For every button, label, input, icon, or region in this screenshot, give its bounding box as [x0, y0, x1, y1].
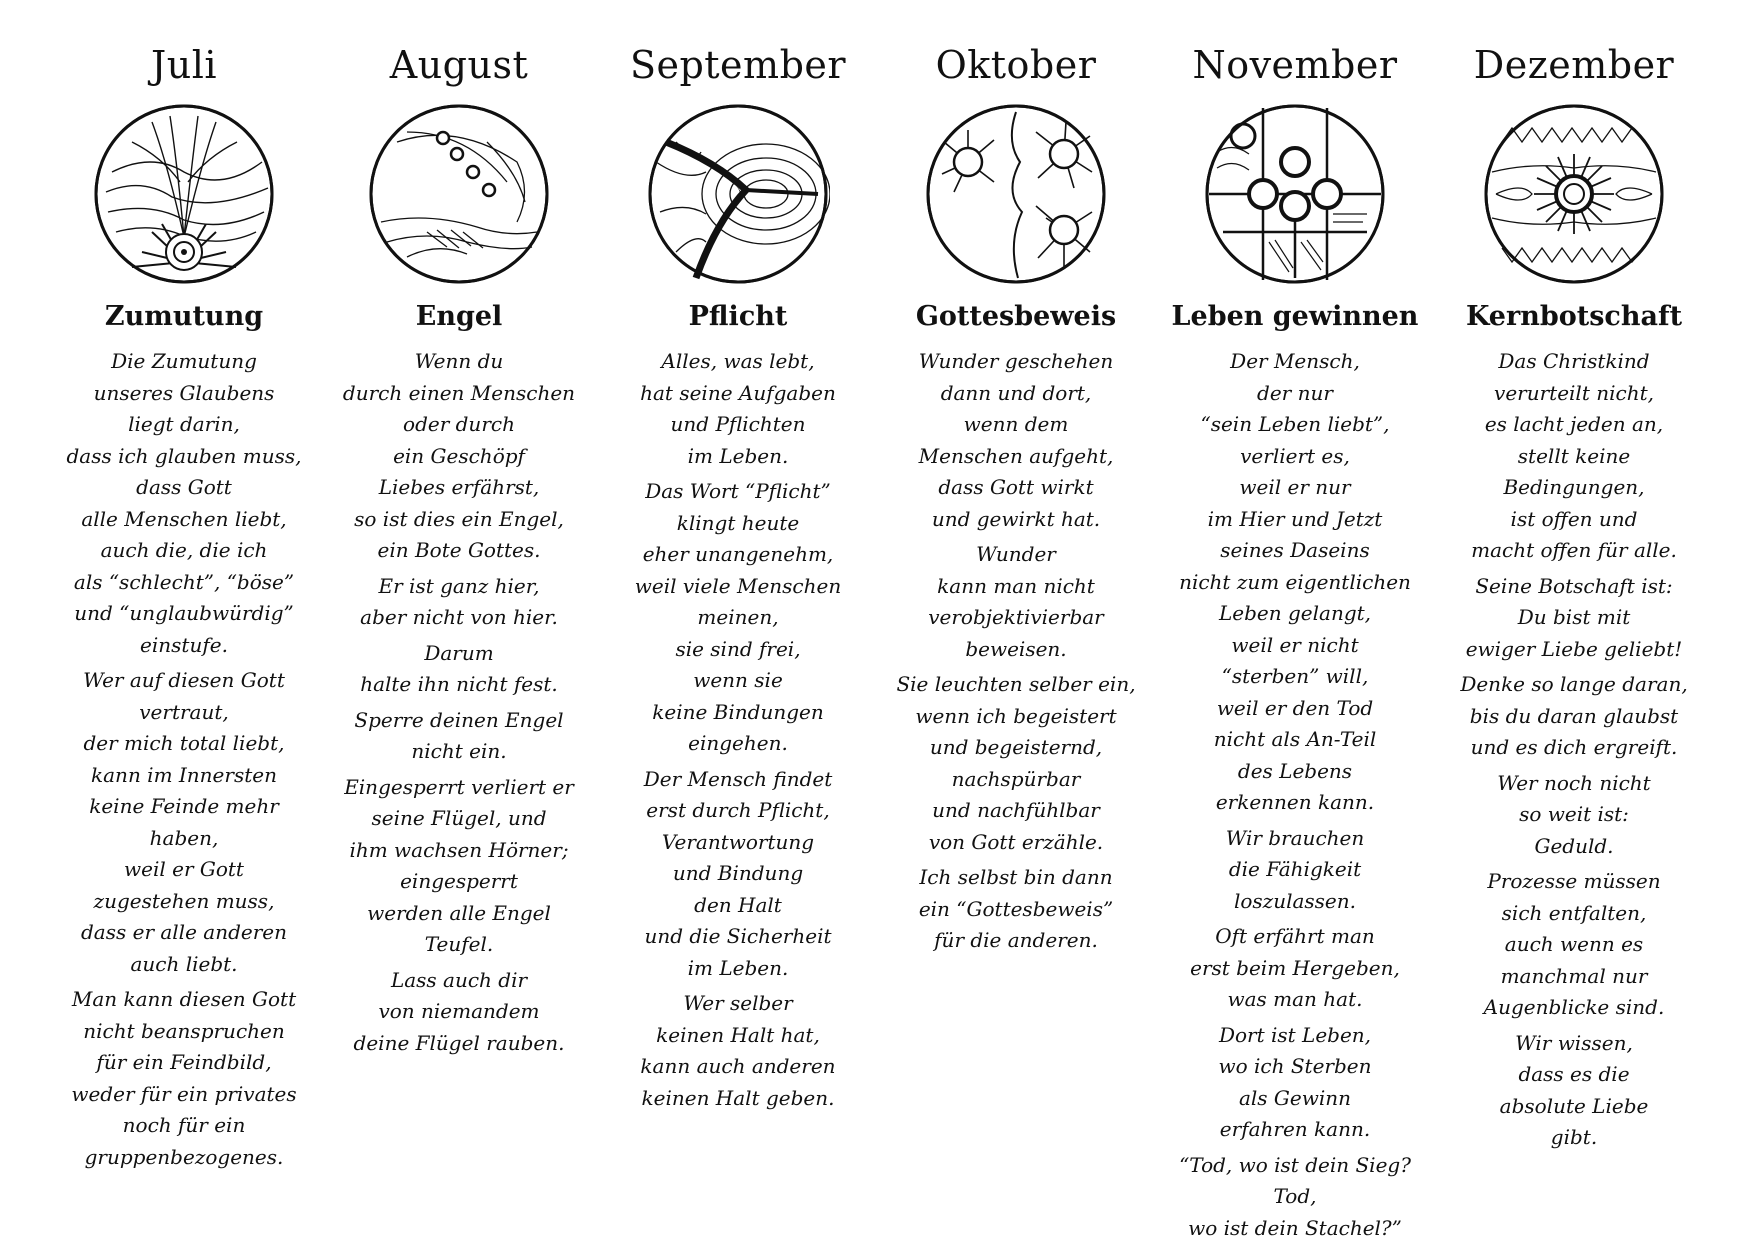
stanza — [334, 705, 584, 768]
poem-line: kann im Innersten — [91, 762, 277, 787]
column-title: Kernbotschaft — [1465, 301, 1683, 332]
stanza — [613, 346, 863, 472]
stanza — [613, 476, 863, 760]
stanza — [334, 772, 584, 961]
poem-line: Wunder — [976, 542, 1056, 566]
stanza — [891, 539, 1141, 665]
poem-line: ein Geschöpf — [393, 443, 525, 468]
poem-line: stellt keine — [1517, 443, 1631, 468]
poem-line: Denke so lange daran, — [1460, 672, 1688, 696]
stanza — [1449, 866, 1699, 1024]
stanza — [891, 862, 1141, 957]
poem-line: verliert es, — [1240, 443, 1350, 468]
poem-line: Eingesperrt verliert er — [344, 774, 574, 799]
window-circles-medallion-icon — [1203, 102, 1387, 286]
poem-line: einstufe. — [140, 632, 228, 657]
poem-text — [334, 346, 584, 1059]
poem-line: absolute Liebe — [1499, 1093, 1649, 1118]
poem-line: nicht als An-Teil — [1213, 727, 1377, 751]
stanza — [1170, 823, 1420, 918]
poem-line: dass er alle anderen — [81, 920, 287, 944]
poem-line: gibt. — [1550, 1125, 1598, 1149]
poem-line: werden alle Engel — [367, 900, 551, 925]
poem-text — [59, 346, 309, 1173]
stanza — [59, 665, 309, 980]
poem-line: Prozesse müssen — [1487, 869, 1661, 893]
stanza — [334, 638, 584, 701]
poem-line: dass Gott wirkt — [938, 475, 1094, 499]
poem-line: gruppenbezogenes. — [84, 1144, 284, 1169]
poem-line: erfahren kann. — [1219, 1117, 1371, 1141]
column-dezember — [1449, 40, 1699, 1158]
stanza — [1170, 921, 1420, 1016]
poem-line: wenn ich begeistert — [915, 703, 1117, 728]
poem-line: beweisen. — [965, 636, 1067, 661]
poem-line: Seine Botschaft ist: — [1475, 573, 1673, 598]
stanza — [334, 965, 584, 1060]
poem-line: im Leben. — [687, 955, 789, 980]
poem-line: eingesperrt — [400, 869, 518, 893]
poem-line: alle Menschen liebt, — [81, 506, 287, 531]
poem-line: weil er nur — [1239, 475, 1351, 499]
poem-line: Liebes erfährst, — [378, 475, 540, 499]
poem-line: Sperre deinen Engel — [354, 707, 564, 732]
poem-line: so weit ist: — [1519, 802, 1629, 826]
poem-line: und Pflichten — [670, 412, 806, 436]
stanza — [1170, 1020, 1420, 1146]
column-title: Engel — [415, 301, 503, 332]
stanza — [59, 346, 309, 661]
poem-line: für die anderen. — [934, 928, 1098, 952]
stanza — [1170, 346, 1420, 819]
poem-line: deine Flügel rauben. — [353, 1030, 565, 1055]
poem-line: Leben gelangt, — [1218, 601, 1372, 625]
stanza — [1449, 346, 1699, 567]
month-heading: September — [629, 43, 847, 87]
poem-line: kann man nicht — [937, 573, 1095, 598]
poem-line: Teufel. — [424, 932, 494, 956]
poem-line: ihm wachsen Hörner; — [349, 837, 569, 862]
poem-line: klingt heute — [676, 510, 800, 535]
column-title: Leben gewinnen — [1171, 301, 1419, 332]
poem-line: Die Zumutung — [111, 349, 257, 373]
poem-line: Menschen aufgeht, — [918, 443, 1114, 468]
poem-line: nachspürbar — [951, 766, 1081, 791]
poem-line: macht offen für alle. — [1471, 538, 1677, 562]
stanza — [613, 764, 863, 985]
poem-text — [891, 346, 1141, 957]
poem-line: nicht ein. — [411, 739, 507, 763]
stanza — [59, 984, 309, 1173]
poem-line: wo ist dein Stachel?” — [1188, 1215, 1402, 1240]
poem-line: Sie leuchten selber ein, — [896, 672, 1136, 696]
poem-line: nicht beanspruchen — [83, 1018, 285, 1043]
poem-line: Du bist mit — [1517, 605, 1631, 629]
poem-line: nicht zum eigentlichen — [1179, 569, 1411, 594]
poem-line: verobjektivierbar — [928, 605, 1104, 629]
stanza — [1449, 1028, 1699, 1154]
poem-line: keine Bindungen — [652, 699, 824, 724]
poem-line: der mich total liebt, — [83, 731, 285, 755]
poem-line: Oft erfährt man — [1215, 924, 1375, 948]
column-september — [613, 40, 863, 1118]
poem-line: erst durch Pflicht, — [646, 798, 830, 822]
poem-line: oder durch — [403, 412, 515, 436]
poem-line: verurteilt nicht, — [1494, 380, 1654, 405]
poem-line: Geduld. — [1534, 833, 1614, 858]
poem-line: im Hier und Jetzt — [1207, 506, 1383, 531]
poem-line: wo ich Sterben — [1218, 1054, 1372, 1078]
poem-line: weil er Gott — [124, 857, 244, 881]
radiant-core-medallion-icon — [1482, 102, 1666, 286]
poem-line: haben, — [149, 825, 219, 850]
poem-line: auch die, die ich — [100, 538, 268, 562]
poem-line: wenn sie — [693, 668, 783, 692]
concentric-rings-medallion-icon — [646, 102, 830, 286]
poem-text — [1170, 346, 1420, 1244]
month-heading: Juli — [150, 43, 217, 87]
poem-line: Wenn du — [414, 349, 504, 373]
poem-line: noch für ein — [122, 1113, 246, 1137]
stanza — [1449, 669, 1699, 764]
poem-line: “sterben” will, — [1221, 664, 1369, 688]
poem-line: unseres Glaubens — [93, 380, 275, 405]
month-heading: November — [1192, 43, 1398, 87]
month-heading: Dezember — [1473, 43, 1675, 87]
poem-line: dass es die — [1518, 1062, 1630, 1086]
poem-line: Wer selber — [683, 991, 793, 1015]
month-heading: Oktober — [935, 43, 1097, 87]
stanza — [891, 346, 1141, 535]
poem-line: von niemandem — [378, 999, 540, 1023]
stanza — [334, 571, 584, 634]
poem-line: es lacht jeden an, — [1484, 412, 1664, 436]
poem-line: liegt darin, — [128, 412, 240, 436]
poem-line: meinen, — [697, 605, 779, 629]
poem-line: und “unglaubwürdig” — [74, 601, 294, 625]
poem-line: dann und dort, — [940, 380, 1092, 405]
poem-line: durch einen Menschen — [342, 380, 576, 405]
poem-line: Das Christkind — [1498, 349, 1650, 373]
poem-line: was man hat. — [1227, 987, 1363, 1011]
column-juli — [59, 40, 309, 1177]
poem-line: weder für ein privates — [71, 1081, 297, 1106]
poem-line: Er ist ganz hier, — [378, 573, 540, 598]
month-heading: August — [389, 43, 529, 87]
stanza — [891, 669, 1141, 858]
poem-line: Wer auf diesen Gott — [83, 668, 285, 692]
wing-medallion-icon — [367, 102, 551, 286]
poem-line: Lass auch dir — [390, 967, 528, 992]
poem-line: bis du daran glaubst — [1469, 703, 1679, 728]
poem-line: Der Mensch findet — [643, 766, 833, 791]
poem-line: keinen Halt geben. — [641, 1085, 835, 1110]
poem-line: aber nicht von hier. — [360, 605, 558, 629]
poem-line: der nur — [1257, 380, 1333, 405]
column-title: Gottesbeweis — [915, 301, 1117, 332]
poem-line: hat seine Aufgaben — [640, 380, 836, 405]
column-title: Pflicht — [688, 301, 788, 332]
poem-line: und nachfühlbar — [932, 798, 1100, 822]
poem-line: weil viele Menschen — [634, 573, 842, 598]
poem-line: vertraut, — [139, 699, 229, 724]
poem-line: weil er nicht — [1231, 632, 1359, 657]
poem-line: eingehen. — [688, 731, 788, 755]
poem-line: dass Gott — [136, 475, 232, 499]
stanza — [613, 988, 863, 1114]
poem-line: Der Mensch, — [1230, 349, 1360, 373]
poem-line: sich entfalten, — [1501, 900, 1647, 925]
column-title: Zumutung — [104, 301, 264, 332]
poem-line: zugestehen muss, — [93, 888, 275, 913]
poem-line: Wir wissen, — [1515, 1030, 1633, 1055]
poem-text — [613, 346, 863, 1114]
poem-line: Alles, was lebt, — [661, 349, 815, 373]
column-august — [334, 40, 584, 1063]
poem-line: weil er den Tod — [1216, 695, 1374, 720]
stanza — [334, 346, 584, 567]
poem-line: wenn dem — [963, 412, 1069, 436]
poem-line: eher unangenehm, — [642, 542, 834, 566]
three-suns-medallion-icon — [924, 102, 1108, 286]
poem-line: seine Flügel, und — [371, 806, 547, 830]
poem-line: erkennen kann. — [1215, 790, 1375, 814]
poem-text — [1449, 346, 1699, 1154]
poem-line: so ist dies ein Engel, — [354, 506, 564, 531]
poem-line: auch wenn es — [1504, 932, 1644, 956]
poem-line: als Gewinn — [1238, 1085, 1352, 1110]
poem-line: “Tod, wo ist dein Sieg? — [1179, 1152, 1411, 1177]
column-oktober — [891, 40, 1141, 961]
poem-line: ewiger Liebe geliebt! — [1465, 636, 1683, 661]
poem-line: Verantwortung — [661, 829, 815, 854]
poem-line: Man kann diesen Gott — [71, 987, 297, 1011]
stanza — [1449, 571, 1699, 666]
poem-line: Bedingungen, — [1503, 475, 1645, 499]
poem-line: die Fähigkeit — [1228, 857, 1362, 881]
poem-line: und begeisternd, — [929, 735, 1103, 759]
poem-line: und gewirkt hat. — [931, 506, 1101, 531]
poem-line: und es dich ergreift. — [1470, 735, 1678, 759]
poem-line: Augenblicke sind. — [1483, 995, 1665, 1019]
column-november — [1170, 40, 1420, 1248]
poem-line: erst beim Hergeben, — [1190, 955, 1400, 980]
poem-line: loszulassen. — [1233, 888, 1357, 913]
poem-line: dass ich glauben muss, — [66, 443, 302, 468]
poem-line: als “schlecht”, “böse” — [73, 569, 295, 594]
poem-line: ein “Gottesbeweis” — [918, 896, 1114, 921]
poem-line: seines Daseins — [1220, 538, 1370, 562]
poem-line: “sein Leben liebt”, — [1200, 412, 1390, 436]
poem-line: halte ihn nicht fest. — [360, 672, 558, 696]
poem-line: auch liebt. — [130, 951, 238, 976]
poem-line: ist offen und — [1510, 506, 1638, 531]
poem-line: Dort ist Leben, — [1218, 1022, 1372, 1047]
poem-line: von Gott erzähle. — [928, 829, 1104, 854]
poem-line: keine Feinde mehr — [89, 794, 279, 818]
poem-line: manchmal nur — [1500, 963, 1648, 988]
poem-line: Wunder geschehen — [918, 349, 1114, 373]
poem-line: Wir brauchen — [1225, 825, 1365, 850]
poem-line: und die Sicherheit — [644, 924, 832, 948]
poem-line: Wer noch nicht — [1497, 770, 1651, 795]
stanza — [1170, 1150, 1420, 1245]
poem-line: im Leben. — [687, 443, 789, 468]
poem-line: den Halt — [694, 892, 782, 917]
poem-line: Darum — [424, 640, 494, 665]
poem-line: kann auch anderen — [640, 1054, 836, 1078]
poem-line: und Bindung — [672, 861, 804, 885]
poem-line: keinen Halt hat, — [656, 1022, 820, 1047]
stanza — [1449, 768, 1699, 863]
poem-line: ein Bote Gottes. — [377, 538, 541, 562]
poem-line: Ich selbst bin dann — [919, 865, 1113, 889]
poem-line: Das Wort “Pflicht” — [645, 479, 831, 503]
poem-line: Tod, — [1273, 1184, 1317, 1208]
tree-roots-medallion-icon — [92, 102, 276, 286]
poem-line: für ein Feindbild, — [96, 1050, 272, 1074]
poem-line: sie sind frei, — [675, 636, 801, 661]
poem-line: des Lebens — [1237, 758, 1353, 783]
